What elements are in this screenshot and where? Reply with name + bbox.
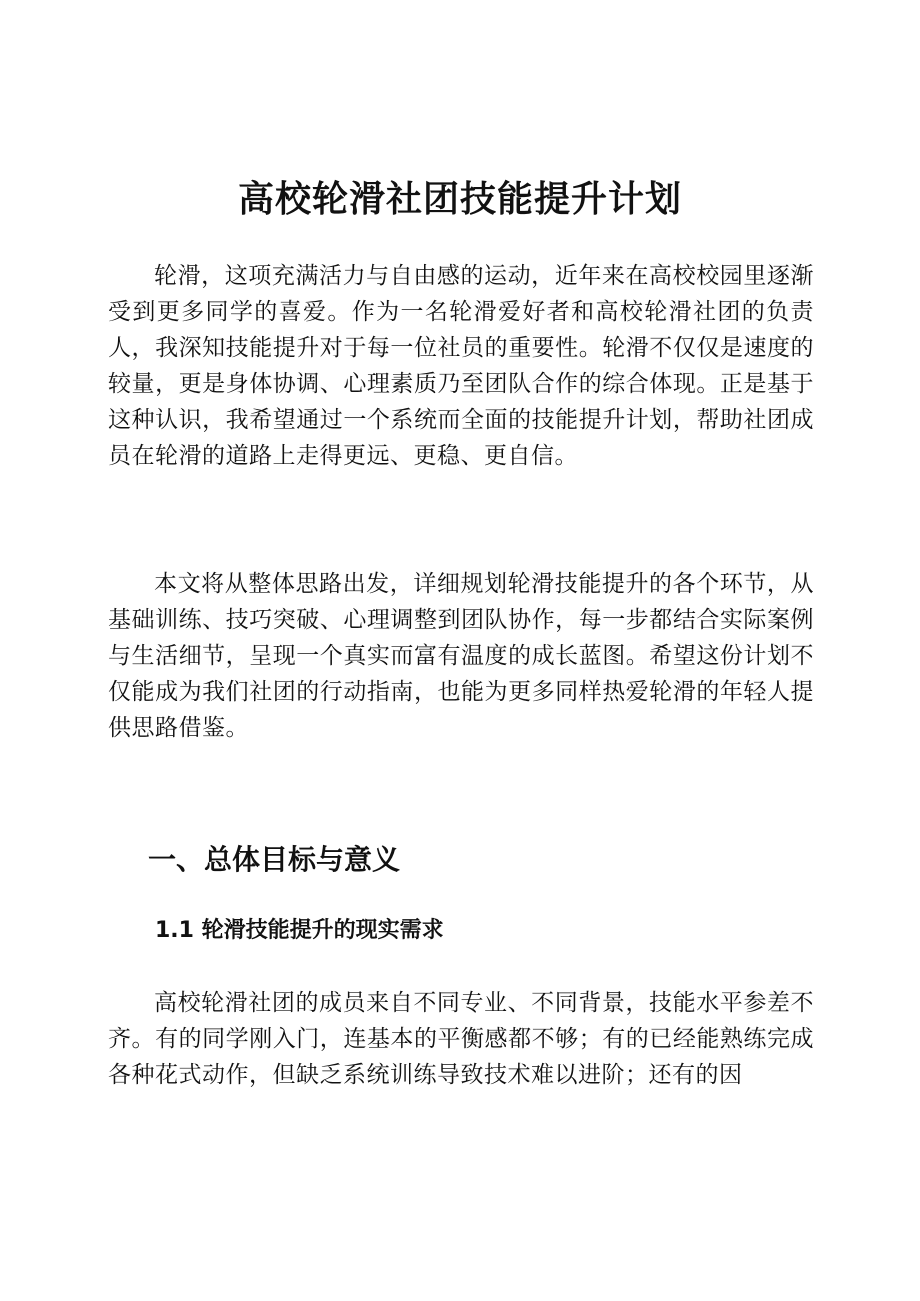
document-title: 高校轮滑社团技能提升计划 bbox=[237, 179, 682, 220]
subsection-1-1-heading: 1.1 轮滑技能提升的现实需求 bbox=[155, 918, 444, 943]
intro-paragraph-1: 轮滑，这项充满活力与自由感的运动，近年来在高校校园里逐渐受到更多同学的喜爱。作为一名轮滑爱好者和高校轮滑社团的负责人，我深知技能提升对于每一位社员的重要性。轮滑不仅仅是速度的较量，更是身体协调、心理素质乃至团队合作的综合体现。正是基于这种认识，我希望通过一个系统而全面的技能提升计划，帮助社团成员在轮滑的道路上走得更远、更稳、更自信。 bbox=[108, 263, 814, 469]
intro-paragraph-2: 本文将从整体思路出发，详细规划轮滑技能提升的各个环节，从基础训练、技巧突破、心理调整到团队协作，每一步都结合实际案例与生活细节，呈现一个真实而富有温度的成长蓝图。希望这份计划不仅能成为我们社团的行动指南，也能为更多同样热爱轮滑的年轻人提供思路借鉴。 bbox=[108, 571, 814, 741]
subsection-1-1-paragraph: 高校轮滑社团的成员来自不同专业、不同背景，技能水平参差不齐。有的同学刚入门，连基本的平衡感都不够；有的已经能熟练完成各种花式动作，但缺乏系统训练导致技术难以进阶；还有的因 bbox=[108, 990, 814, 1088]
section-1-heading: 一、总体目标与意义 bbox=[148, 843, 401, 876]
